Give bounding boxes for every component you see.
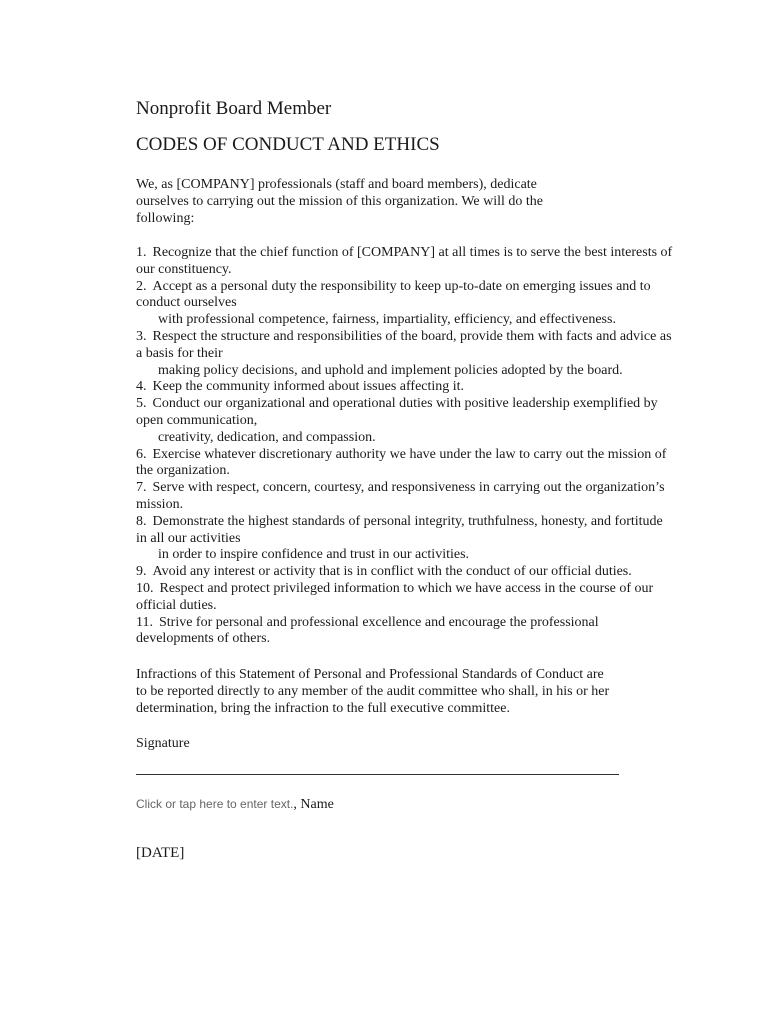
conduct-item-text: Avoid any interest or activity that is in conflict with the conduct of our official duties.	[152, 564, 632, 580]
signature-label: Signature	[136, 736, 190, 752]
name-suffix: , Name	[293, 797, 334, 813]
conduct-item-text: Strive for personal and professional excellence and encourage the professional developments of others.	[136, 614, 599, 647]
document-page	[136, 96, 676, 877]
conduct-item-continuation: creativity, dedication, and compassion.	[158, 429, 376, 445]
conduct-item-text: Respect the structure and responsibilities of the board, provide them with facts and advice as a basis for their	[136, 328, 672, 361]
conduct-item-text: Conduct our organizational and operational duties with positive leadership exemplified by open communication,	[136, 396, 658, 428]
conduct-item-number: 4.	[136, 379, 147, 395]
conduct-item	[136, 279, 676, 329]
conduct-item-number: 10.	[136, 580, 154, 596]
conduct-item-text: Exercise whatever discretionary authority we have under the law to carry out the mission of the organization.	[136, 446, 667, 479]
conduct-item-number: 11.	[136, 614, 153, 630]
conduct-item-text: Demonstrate the highest standards of personal integrity, truthfulness, honesty, and fortitude in all our activities	[136, 513, 663, 546]
conduct-item-number: 8.	[136, 513, 147, 529]
intro-paragraph: We, as [COMPANY] professionals (staff and board members), dedicate ourselves to carrying out the mission of this organization. We will do the following:	[136, 177, 544, 226]
conduct-item-number: 1.	[136, 245, 147, 260]
document-subtitle: Nonprofit Board Member	[136, 98, 332, 119]
conduct-item	[136, 514, 676, 564]
name-row	[136, 795, 676, 814]
name-input-placeholder[interactable]: Click or tap here to enter text.	[136, 797, 294, 812]
conduct-item-text: Keep the community informed about issues affecting it.	[152, 379, 465, 395]
conduct-item-number: 6.	[136, 446, 147, 462]
conduct-item	[136, 581, 676, 615]
date-field[interactable]: [DATE]	[136, 845, 185, 862]
conduct-item	[136, 396, 676, 446]
conduct-item-text: Accept as a personal duty the responsibility to keep up-to-date on emerging issues and to conduct ourselves	[136, 278, 651, 311]
conduct-item-text: Recognize that the chief function of [COMPANY] at all times is to serve the best interests of our constituency.	[136, 245, 673, 277]
conduct-item-number: 7.	[136, 480, 147, 496]
conduct-item	[136, 245, 676, 279]
conduct-item-number: 2.	[136, 278, 147, 294]
conduct-item-number: 5.	[136, 396, 147, 412]
conduct-item	[136, 379, 676, 396]
conduct-item-text: Respect and protect privileged information to which we have access in the course of our official duties.	[136, 580, 654, 613]
conduct-item	[136, 329, 676, 379]
conduct-item	[136, 480, 676, 514]
conduct-item-continuation: making policy decisions, and uphold and implement policies adopted by the board.	[158, 362, 623, 378]
conduct-item-text: Serve with respect, concern, courtesy, and responsiveness in carrying out the organization’s mission.	[136, 480, 665, 512]
conduct-item	[136, 447, 676, 481]
document-title: CODES OF CONDUCT AND ETHICS	[136, 134, 440, 155]
conduct-list	[136, 245, 676, 648]
conduct-item-number: 9.	[136, 564, 147, 580]
conduct-item-continuation: with professional competence, fairness, impartiality, efficiency, and effectiveness.	[158, 312, 616, 328]
conduct-item	[136, 564, 676, 581]
conduct-item	[136, 615, 676, 649]
signature-line	[136, 774, 619, 775]
conduct-item-number: 3.	[136, 328, 147, 344]
conduct-item-continuation: in order to inspire confidence and trust in our activities.	[158, 547, 470, 563]
infractions-paragraph: Infractions of this Statement of Personal and Professional Standards of Conduct are to be reported directly to any member of the audit committee who shall, in his or her determination, bring the infraction to the full executive committee.	[136, 667, 610, 717]
